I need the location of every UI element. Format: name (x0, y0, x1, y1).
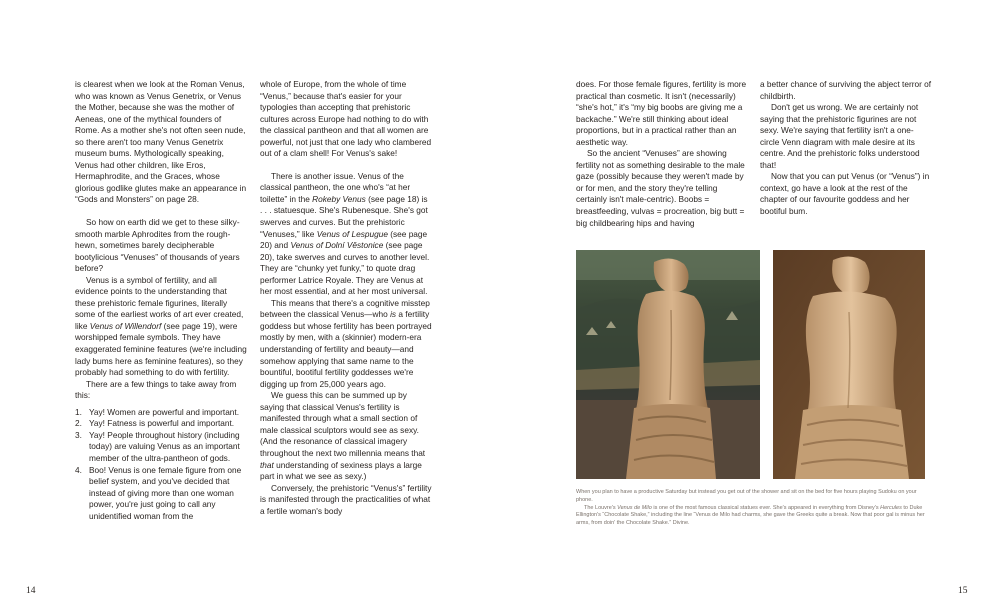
paragraph: So the ancient “Venuses” are showing fertility not as something desirable to the male gaze (possibly because they weren't made by or for men, and the story they're telling certainly isn't male-centric). Boobs = breastfeeding, vulvas = procreation, big butt = big childbearing hips and having (576, 148, 745, 228)
paragraph: This means that there's a cognitive misstep between the classical Venus—who is a fertility goddess but whose fertility has been portrayed mostly by men, with a (skinnier) modern-era understanding of fertility and beauty—and somehow applying that same name to the bountiful, bootiful fertility goddesses we're digging up from 25,000 years ago. (260, 297, 432, 389)
paragraph: Venus is a symbol of fertility, and all evidence points to the understanding that these prehistoric female figurines, literally some of the earliest works of art ever created, like Venus of Willendorf (see page 19), were worshipped female symbols. They have exaggerated feminine features (we're including lady bums here as feminine features), so they probably had something to do with fertility. (75, 274, 247, 378)
photo-caption (576, 489, 928, 528)
paragraph: Now that you can put Venus (or “Venus”) in context, go have a look at the rest of the chapter of our favourite goddess and her bootiful bum. (760, 171, 930, 217)
paragraph: Don't get us wrong. We are certainly not saying that the prehistoric figurines are not sexy. We're saying that fertility isn't a one-circle Venn diagram with male desire at its centre. And the prehistoric folks understood that! (760, 102, 920, 170)
list-item: 2. Yay! Fatness is powerful and important. (75, 418, 235, 429)
caption-line: The Louvre's Venus de Milo is one of the most famous classical statues ever. She's appeared in everything from Disney's Hercules to Duke Ellington's “Chocolate Shake,” including the line “Venus de Milo had charms, she gave the Greeks quite a break. Now that poor gal is minus her arms, from doin' the Chocolate Shake.” Divine. (576, 504, 925, 527)
numbered-list (75, 407, 247, 522)
right-column-1 (576, 79, 748, 229)
paragraph: There are a few things to take away from this: (75, 378, 237, 401)
paragraph: does. For those female figures, fertility is more practical than cosmetic. It isn't (necessarily) “she's hot,” it's “my big boobs are giving me a backache.” We're still thinking about ideal proportions, but in a practical rather than an aesthetic way. (576, 79, 747, 147)
page-number-left: 14 (26, 586, 36, 596)
list-item: 3. Yay! People throughout history (including today) are valuing Venus as an important member of the ultra-pantheon of gods. (75, 429, 240, 463)
paragraph: Conversely, the prehistoric “Venus's” fertility is manifested through the practicalities of what a fertile woman's body (260, 482, 432, 516)
list-item: 4. Boo! Venus is one female figure from one belief system, and you've decided that instead of giving more than one woman power, you're just going to call any unidentified woman from the (75, 464, 242, 521)
left-column-1 (75, 79, 247, 522)
left-column-2 (260, 79, 432, 517)
paragraph: There is another issue. Venus of the classical pantheon, the one who's “at her toilette” in the Rokeby Venus (see page 18) is . . . statuesque. She's Rubenesque. She's got swerves and curves. But the prehistoric “Venuses,” like Venus of Lespugue (see page 20) and Venus of Dolní Věstonice (see page 20), take swerves and curves to another level. They are “chunky yet funky,” to quote drag performer Latrice Royale. They are Venus at her most essential, and at her most universal. (260, 170, 430, 297)
list-item: 1. Yay! Women are powerful and important. (75, 406, 240, 417)
paragraph: is clearest when we look at the Roman Venus, who was known as Venus Genetrix, or Venus the Mother, because she was the mother of Aeneas, one of the mythical founders of Rome. As a mother she's not often seen nude, so there aren't too many Venus Genetrix museum bums. Mythologically speaking, Venus had other children, like Eros, Hermaphrodite, and the Graces, whose glorious godlike glutes make an appearance in “Gods and Monsters” on page 28. (75, 79, 247, 205)
page-number-right: 15 (958, 586, 968, 596)
paragraph: We guess this can be summed up by saying that classical Venus's fertility is manifested through what a small section of male classical sculptors would see as sexy. (And the resonance of classical imagery throughout the next two millennia means that that understanding of sexiness plays a large part in what we see as sexy.) (260, 390, 426, 482)
venus-de-milo-back-photo-painting (576, 250, 760, 479)
paragraph: So how on earth did we get to these silky-smooth marble Aphrodites from the rough-hewn, sometimes barely decipherable bootylicious “Venuses” of thousands of years before? (75, 217, 240, 274)
paragraph: a better chance of surviving the abject terror of childbirth. (760, 79, 932, 101)
venus-de-milo-photo-painting (576, 250, 760, 479)
paragraph: whole of Europe, from the whole of time “Venus,” because that's easier for your typologies than accepting that prehistoric cultures across Europe had nothing to do with the classical pantheon and that all women are powerful, not just that one lady who clambered out of a clam shell! For Venus's sake! (260, 79, 432, 159)
venus-de-milo-photo-wall (773, 250, 925, 479)
caption-line: When you plan to have a productive Saturday but instead you get out of the shower and sit on the bed for five hours playing Sudoku on your phone. (576, 489, 917, 503)
venus-de-milo-back-photo-wall (773, 250, 925, 479)
right-column-2 (760, 79, 932, 218)
